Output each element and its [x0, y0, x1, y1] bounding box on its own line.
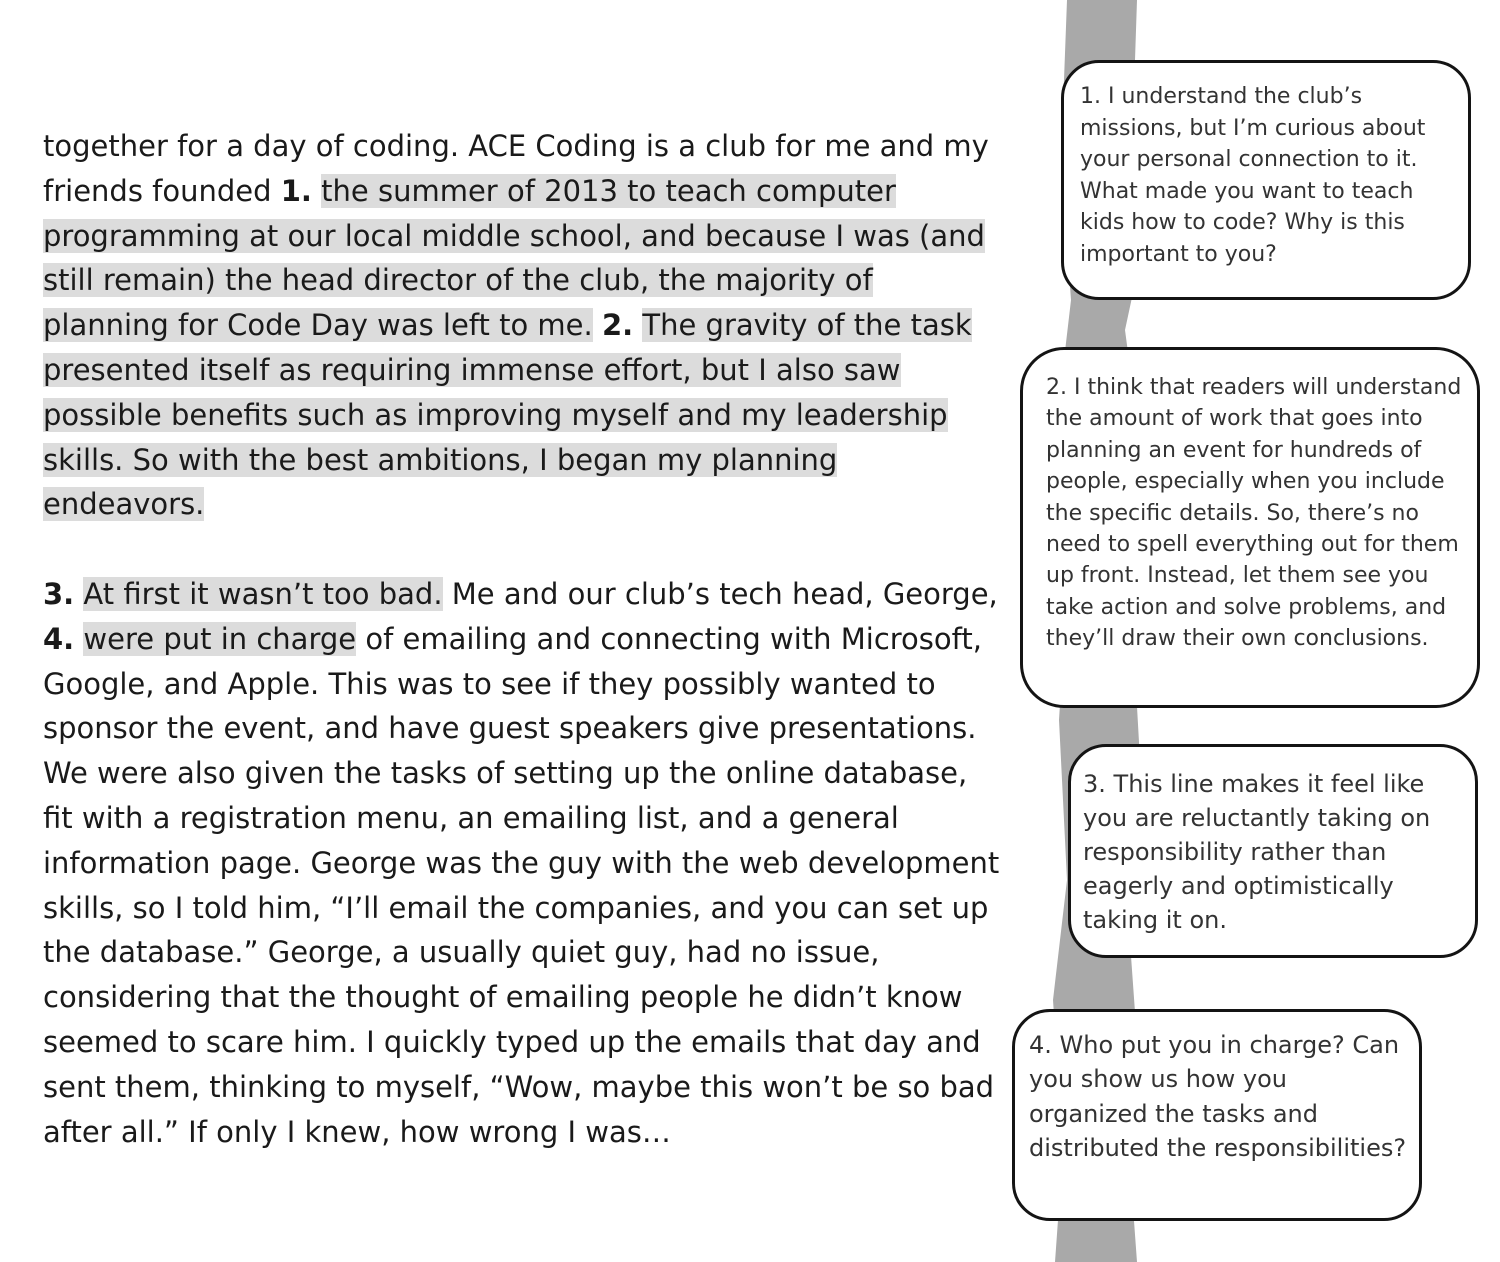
highlight-3: At first it wasn’t too bad. — [83, 576, 443, 611]
essay-text-lead: together for a day of coding. ACE Coding is a club for me and my friends founded — [43, 129, 989, 208]
essay-paragraph-1 — [43, 124, 1003, 527]
marker-2: 2. — [601, 308, 634, 343]
marker-3: 3. — [43, 576, 75, 611]
comment-bubble-3: 3. This line makes it feel like you are reluctantly taking on responsibility rather than eagerly and optimistically taking it on. — [1068, 744, 1478, 958]
highlight-4: were put in charge — [83, 621, 357, 656]
marker-1: 1. — [280, 173, 312, 208]
essay-text-3: Me and our club’s tech head, George, — [451, 576, 998, 611]
marker-4: 4. — [43, 621, 75, 656]
comment-bubble-4: 4. Who put you in charge? Can you show us how you organized the tasks and distributed the responsibilities? — [1012, 1009, 1422, 1221]
essay-paragraph-2 — [43, 572, 1003, 1154]
comment-bubble-2: 2. I think that readers will understand the amount of work that goes into planning an event for hundreds of people, especially when you include the specific details. So, there’s no need to spell everything out for them up front. Instead, let them see you take action and solve problems, and they’ll draw their own conclusions. — [1020, 347, 1480, 708]
essay-text-rest: of emailing and connecting with Microsoft, Google, and Apple. This was to see if they possibly wanted to sponsor the event, and have guest speakers give presentations. We were also given the tasks of setting up the online database, fit with a registration menu, an emailing list, and a general information page. George was the guy with the web development skills, so I told him, “I’ll email the companies, and you can set up the database.” George, a usually quiet guy, had no issue, considering that the thought of emailing people he didn’t know seemed to scare him. I quickly typed up the emails that day and sent them, thinking to myself, “Wow, maybe this won’t be so bad after all.” If only I knew, how wrong I was… — [43, 621, 1000, 1149]
highlight-1: the summer of 2013 to teach computer programming at our local middle school, and because I was (and still remain) the head director of the club, the majority of planning for Code Day was left to me. — [43, 173, 985, 343]
essay-text — [43, 124, 1003, 1154]
comment-bubble-1: 1. I understand the club’s missions, but I’m curious about your personal connection to it. What made you want to teach kids how to code? Why is this important to you? — [1061, 60, 1471, 300]
highlight-2: The gravity of the task presented itself as requiring immense effort, but I also saw possible benefits such as improving myself and my leadership skills. So with the best ambitions, I began my planning endeavors. — [43, 308, 972, 522]
